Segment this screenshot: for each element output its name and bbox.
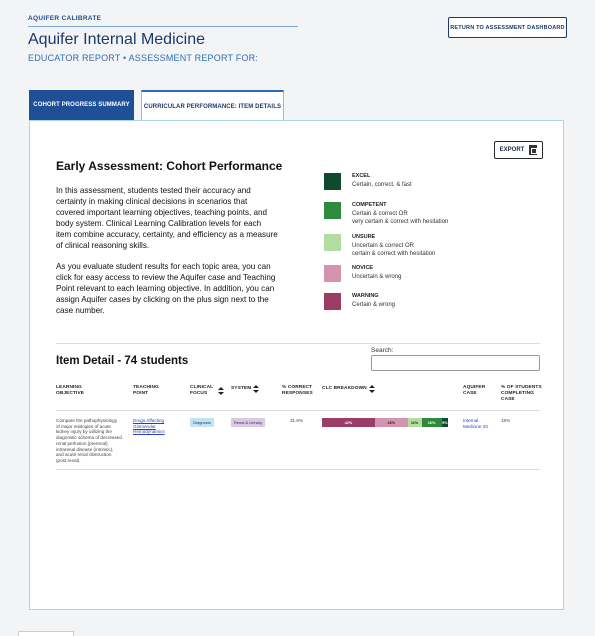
legend-name: COMPETENT xyxy=(352,202,387,208)
col-header-system[interactable] xyxy=(231,385,271,393)
tab-cohort-progress-summary[interactable]: COHORT PROGRESS SUMMARY xyxy=(29,90,134,120)
legend-swatch xyxy=(324,234,341,251)
legend-name: EXCEL xyxy=(352,173,371,179)
col-header-pct-completing[interactable]: % OF STUDENTS COMPLETING CASE xyxy=(501,385,542,402)
row-rule xyxy=(56,469,540,470)
legend-desc: Uncertain & wrong xyxy=(352,274,402,280)
col-header-teaching-point[interactable]: TEACHING POINT xyxy=(133,385,159,396)
legend-desc: Certain & wrong xyxy=(352,302,396,308)
legend-swatch xyxy=(324,173,341,190)
cell-learning-objective: Compare the pathophysiology of major etiologies of acute kidney injury by utilizing the diagnostic schema of decreased renal perfusion (prerenal), intrarenal disease (intrinsic), and acute renal obstruction (post renal). xyxy=(56,418,122,463)
cohort-heading: Early Assessment: Cohort Performance xyxy=(56,159,283,173)
system-label: SYSTEM xyxy=(231,386,252,391)
col-header-learning-objective[interactable]: LEARNING OBJECTIVE xyxy=(56,385,85,396)
legend-name: WARNING xyxy=(352,293,379,299)
clc-segment: 26% xyxy=(375,418,408,427)
page-subtitle: EDUCATOR REPORT • ASSESSMENT REPORT FOR: xyxy=(28,53,259,63)
clc-segment: 42% xyxy=(322,418,375,427)
return-to-dashboard-button[interactable]: RETURN TO ASSESSMENT DASHBOARD xyxy=(448,17,567,38)
search-label: Search: xyxy=(371,347,394,354)
col-header-aquifer-case[interactable]: AQUIFER CASE xyxy=(463,385,486,396)
sort-icon[interactable] xyxy=(253,385,259,393)
tab-curricular-performance[interactable]: CURRICULAR PERFORMANCE: ITEM DETAILS xyxy=(141,90,284,121)
cell-clinical-focus-tag: Diagnosis xyxy=(190,418,214,427)
sort-icon[interactable] xyxy=(369,385,375,393)
col-header-clinical-focus[interactable] xyxy=(190,385,230,397)
cell-teaching-point[interactable]: Drugs Affecting Glomerular Hemodynamics xyxy=(133,418,165,435)
brand-divider xyxy=(28,26,298,27)
export-label: EXPORT xyxy=(499,147,525,153)
export-file-icon xyxy=(529,145,537,155)
clc-breakdown-label: CLC BREAKDOWN xyxy=(322,386,367,391)
brand-label: AQUIFER CALIBRATE xyxy=(28,15,102,22)
legend-swatch xyxy=(324,293,341,310)
clinical-focus-label: CLINICAL FOCUS xyxy=(190,385,214,396)
cell-aquifer-case[interactable]: Internal Medicine 33 xyxy=(463,418,488,429)
clc-segment: 11% xyxy=(408,418,422,427)
header-rule xyxy=(56,410,540,411)
cell-system-tag: Renal & Urinary xyxy=(231,418,265,427)
item-detail-heading: Item Detail - 74 students xyxy=(56,355,189,367)
col-header-clc-breakdown[interactable] xyxy=(322,385,382,393)
section-divider xyxy=(56,343,540,344)
legend-name: UNSURE xyxy=(352,234,376,240)
cell-pct-completing: 18% xyxy=(501,418,511,423)
clc-segment: 16% xyxy=(422,418,442,427)
page-title: Aquifer Internal Medicine xyxy=(28,31,205,48)
legend-name: NOVICE xyxy=(352,265,374,271)
legend-swatch xyxy=(324,202,341,219)
col-header-pct-correct[interactable]: % CORRECT RESPONSES xyxy=(282,385,313,396)
clc-segment: 5% xyxy=(442,418,448,427)
cohort-paragraph-2: As you evaluate student results for each topic area, you can click for easy access to review the Aquifer case and Teaching Point relevant to each learning objective. In addition, you can assign Aquifer cases by clicking on the plus sign next to the case number. xyxy=(56,262,276,315)
sort-icon[interactable] xyxy=(218,387,224,395)
cell-pct-correct: 31.6% xyxy=(290,418,304,423)
cohort-paragraph-1: In this assessment, students tested their accuracy and certainty in making clinical decisions in scenarios that covered important learning objectives, teaching points, and body system. Clinical Learning Calibration levels for each item combine accuracy, certainty, and efficiency as a measure of clinical reasoning skills. xyxy=(56,186,278,250)
legend-desc: Uncertain & correct OR certain & correct with hesitation xyxy=(352,243,436,257)
legend-desc: Certain, correct, & fast xyxy=(352,182,412,188)
footer-chip xyxy=(18,631,74,636)
legend-swatch xyxy=(324,265,341,282)
search-input[interactable] xyxy=(371,355,540,371)
legend-desc: Certain & correct OR very certain & correct with hesitation xyxy=(352,211,449,225)
clc-breakdown-bar xyxy=(322,418,448,427)
report-panel xyxy=(29,120,564,610)
export-button[interactable] xyxy=(494,141,543,159)
